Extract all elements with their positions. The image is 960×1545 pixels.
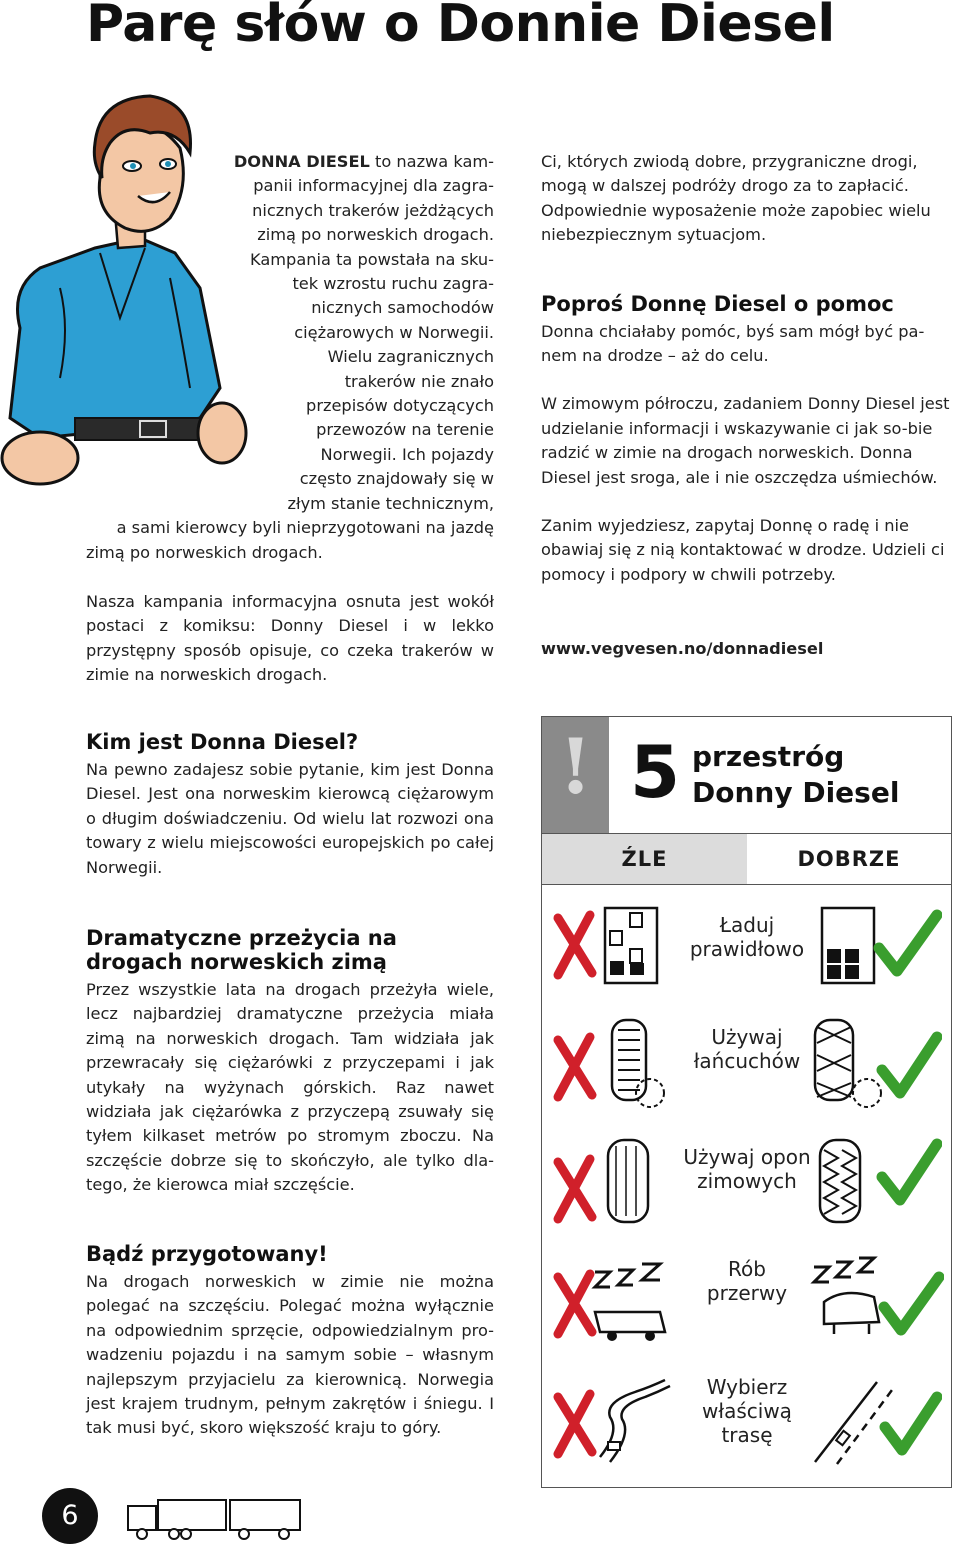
bad-column-header: ŹLE bbox=[542, 834, 747, 884]
tip-label: Wybierz właściwą trasę bbox=[702, 1375, 792, 1447]
page-title: Parę słów o Donnie Diesel bbox=[86, 0, 835, 54]
tip-label: Rób przerwy bbox=[706, 1257, 788, 1305]
tip-row bbox=[542, 1007, 951, 1119]
tips-panel-header bbox=[542, 717, 951, 833]
good-sleep-icon bbox=[804, 1252, 944, 1352]
bad-sleep-icon bbox=[550, 1252, 675, 1352]
tip-row bbox=[542, 1247, 951, 1359]
tips-column-headers bbox=[542, 833, 951, 885]
bad-cargo-load-icon bbox=[550, 903, 670, 993]
intro-block bbox=[86, 150, 494, 565]
right-intro: Ci, których zwiodą dobre, przygraniczne drogi, mogą w dalszej podróży drogo za to zapłacić. Odpowiednie wyposażenie może zapobiec wielu niebezpiecznym sytuacjom. bbox=[541, 152, 931, 245]
tip-row bbox=[542, 1367, 951, 1479]
who-heading: Kim jest Donna Diesel? bbox=[86, 730, 359, 754]
truck-icon bbox=[124, 1496, 304, 1542]
good-column-header: DOBRZE bbox=[797, 847, 901, 871]
page-number: 6 bbox=[42, 1488, 98, 1544]
help-paragraph-1: Donna chciałaby pomóc, byś sam mógł być pa-nem na drodze – aż do celu. bbox=[541, 321, 925, 366]
bad-winter-tire-icon bbox=[550, 1132, 670, 1232]
intro-paragraph: DONNA DIESEL to nazwa kam- panii informacyjnej dla zagra- nicznych trakerów jeżdżących zimą po norweskich drogach. Kampania ta powstała na sku- tek wzrostu ruchu zagra- nicznych samochodów ciężarowych w Norwegii. Wielu zagranicznych trakerów nie znało przepisów dotyczących przewozów na terenie Norwegii. Ich pojazdy często znajdowały się w złym stanie technicznym, a sami kierowcy byli nieprzygotowani na jazdę bbox=[116, 152, 494, 538]
tips-count: 5 bbox=[630, 730, 681, 814]
who-text: Na pewno zadajesz sobie pytanie, kim jest Donna Diesel. Jest ona norweskim kierowcą ciężarowym o długim doświadczeniu. Od wielu lat rozwozi ona towary z wielu miejscowości europejskich po całej Norwegii. bbox=[86, 760, 494, 877]
tip-label: Używaj łańcuchów bbox=[693, 1025, 801, 1073]
tip-row bbox=[542, 895, 951, 1007]
help-heading: Poproś Donnę Diesel o pomoc bbox=[541, 291, 894, 316]
right-column bbox=[541, 150, 950, 662]
exclamation-icon: ! bbox=[558, 722, 593, 811]
tips-heading: przestróg Donny Diesel bbox=[692, 740, 900, 809]
tip-label: Używaj opon zimowych bbox=[683, 1145, 811, 1193]
prepared-section bbox=[86, 1242, 494, 1441]
bad-route-icon bbox=[550, 1372, 675, 1472]
tips-panel bbox=[541, 716, 952, 1488]
good-cargo-load-icon bbox=[817, 903, 942, 993]
good-tire-chain-icon bbox=[807, 1015, 942, 1115]
who-section bbox=[86, 730, 494, 880]
bad-tire-chain-icon bbox=[550, 1015, 670, 1115]
dramatic-heading: Dramatyczne przeżycia na drogach norweskich zimą bbox=[86, 926, 397, 974]
good-winter-tire-icon bbox=[812, 1132, 942, 1232]
help-paragraph-3: Zanim wyjedziesz, zapytaj Donnę o radę i nie obawiaj się z nią kontaktować w drodze. Udzieli ci pomocy i podpory w chwili potrzeby. bbox=[541, 516, 945, 584]
good-route-icon bbox=[807, 1372, 942, 1472]
warning-box bbox=[542, 717, 609, 833]
intro-lead: DONNA DIESEL bbox=[233, 152, 370, 171]
campaign-paragraph: Nasza kampania informacyjna osnuta jest wokół postaci z komiksu: Donny Diesel i w lekko przystępny sposób opisuje, co czeka trakerów w zimie na norweskich drogach. bbox=[86, 592, 494, 685]
help-paragraph-2: W zimowym półroczu, zadaniem Donny Diesel jest udzielanie informacji i wskazywanie ci jak so-bie radzić w zimie na drogach norweskich. Donna Diesel jest sroga, ale i nie oszczędza uśmiechów. bbox=[541, 394, 950, 487]
intro-last-line: zimą po norweskich drogach. bbox=[86, 542, 323, 562]
prepared-text: Na drogach norweskich w zimie nie można polegać na szczęściu. Polegać można wyłącznie na odpowiednim sprzęcie, odpowiedzialnym pro-wadzeniu pojazdu i na samym sobie – własnym najlepszym przyjacielu za kierownicą. Norwegia jest krajem trudnym, pełnym zakrętów i śniegu. I tak musi być, skoro większość kraju to góry. bbox=[86, 1272, 494, 1438]
dramatic-section bbox=[86, 926, 494, 1198]
campaign-url[interactable]: www.vegvesen.no/donnadiesel bbox=[541, 639, 824, 659]
dramatic-text: Przez wszystkie lata na drogach przeżyła wiele, lecz najbardziej dramatyczne przeżycia miała zimą na norweskich drogach. Tam widziała jak przewracały się ciężarówki z przyczepami i jak utykały na wyżynach górskich. Raz nawet widziała jak ciężarówka z przyczepą zsuwały się tyłem kilkaset metrów po stromym zboczu. Na szczęście dobrze się to skończyło, ale tylko dla-tego, że kierowca miał szczęście. bbox=[86, 980, 494, 1195]
prepared-heading: Bądź przygotowany! bbox=[86, 1242, 328, 1266]
tip-label: Ładuj prawidłowo bbox=[689, 913, 805, 961]
tip-row bbox=[542, 1127, 951, 1239]
